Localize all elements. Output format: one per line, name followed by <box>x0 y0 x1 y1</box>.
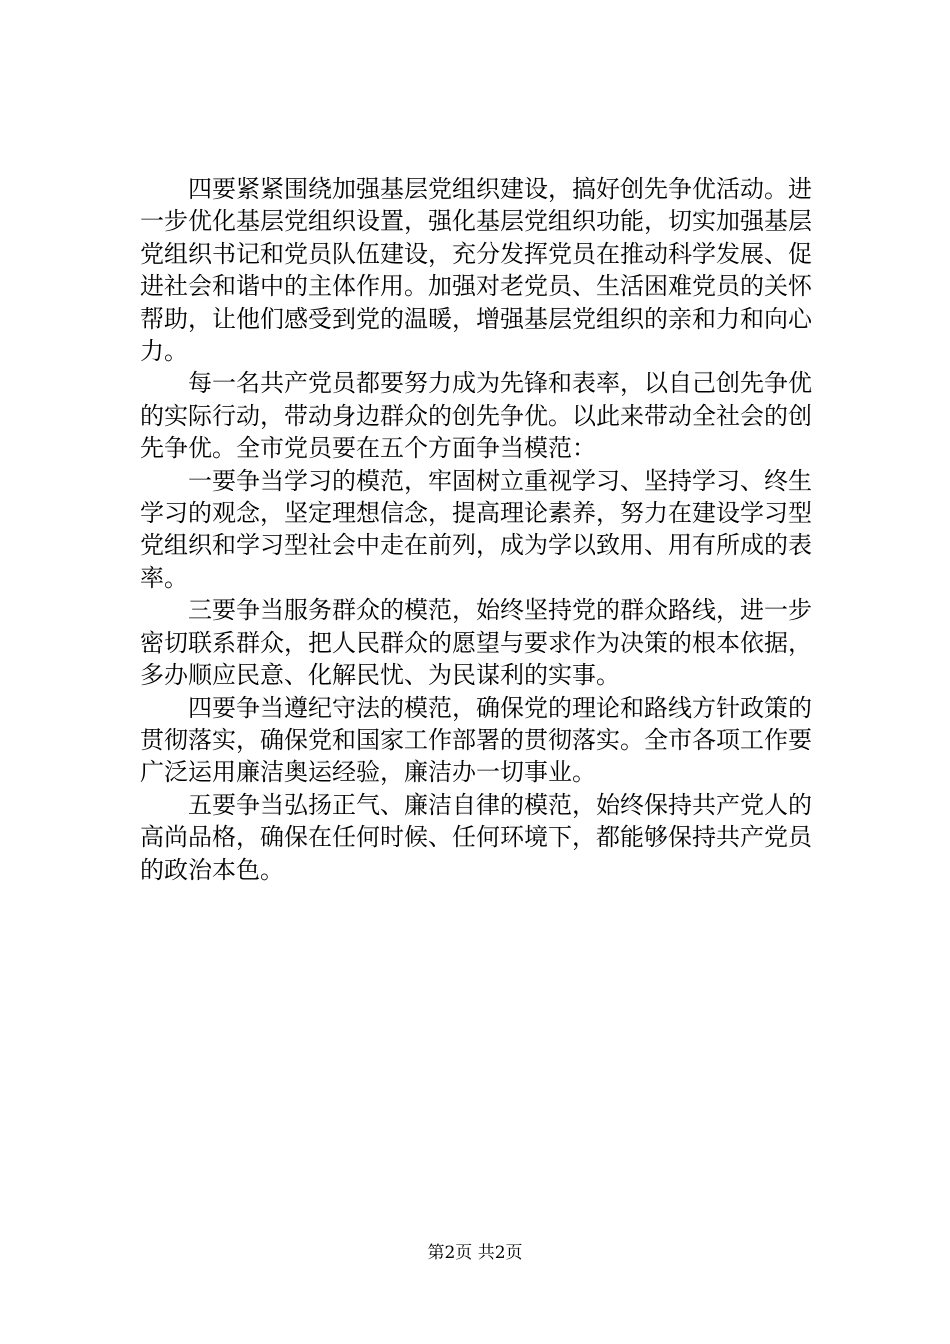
page-footer: 第2页 共2页 <box>427 1243 523 1263</box>
document-body <box>140 173 812 886</box>
paragraph-2: 每一名共产党员都要努力成为先锋和表率，以自己创先争优的实际行动，带动身边群众的创先争优。以此来带动全社会的创先争优。全市党员要在五个方面争当模范： <box>140 369 812 463</box>
paragraph-6: 五要争当弘扬正气、廉洁自律的模范，始终保持共产党人的高尚品格，确保在任何时候、任何环境下，都能够保持共产党员的政治本色。 <box>140 790 812 884</box>
paragraph-3: 一要争当学习的模范，牢固树立重视学习、坚持学习、终生学习的观念，坚定理想信念，提高理论素养，努力在建设学习型党组织和学习型社会中走在前列，成为学以致用、用有所成的表率。 <box>140 466 812 592</box>
paragraph-1: 四要紧紧围绕加强基层党组织建设，搞好创先争优活动。进一步优化基层党组织设置，强化基层党组织功能，切实加强基层党组织书记和党员队伍建设，充分发挥党员在推动科学发展、促进社会和谐中的主体作用。加强对老党员、生活困难党员的关怀帮助，让他们感受到党的温暖，增强基层党组织的亲和力和向心力。 <box>140 175 812 366</box>
paragraph-4: 三要争当服务群众的模范，始终坚持党的群众路线，进一步密切联系群众，把人民群众的愿望与要求作为决策的根本依据，多办顺应民意、化解民忧、为民谋利的实事。 <box>140 596 812 690</box>
paragraph-5: 四要争当遵纪守法的模范，确保党的理论和路线方针政策的贯彻落实，确保党和国家工作部署的贯彻落实。全市各项工作要广泛运用廉洁奥运经验，廉洁办一切事业。 <box>140 693 812 787</box>
